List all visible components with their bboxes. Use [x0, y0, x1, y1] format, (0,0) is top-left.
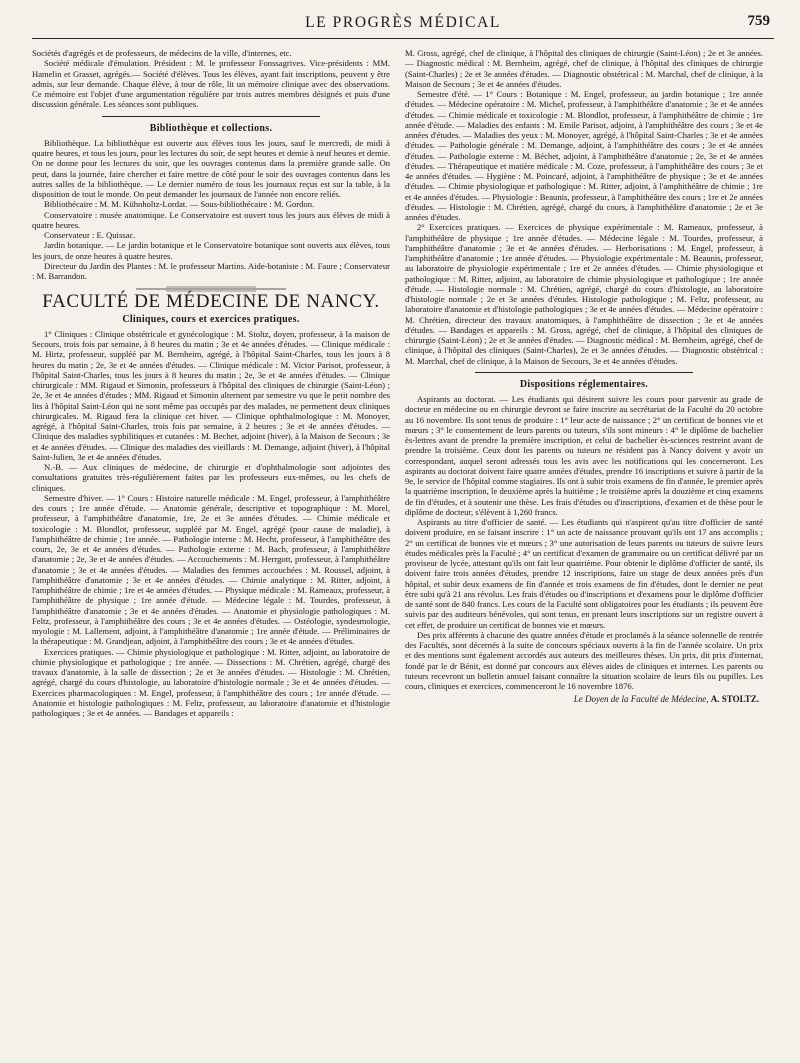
cliniques-paragraph-1: 1° Cliniques : Clinique obstétricale et gynécologique : M. Stoltz, doyen, professeur, à la maison de Secours, trois fois par semaine, à 8 heures du matin ; 3e et 4e années d'études. — Clinique médicale : M. Hirtz, professeur, suppléé par M. Bernheim, agrégé, à l'hôpital Saint-Charles, tous les jours à 8 heures du matin ; 2e, 3e et 4e années d'études. — Clinique médicale : M. Victor Parisot, professeur, à l'hôpital Saint-Charles, tous les jours à 8 heures du matin ; 2e, 3e et 4e années d'études. — Clinique chirurgicale : MM. Rigaud et Simonin, professeurs à l'hôpital des cliniques de chirurgie (Saint-Léon) ; 2e, 3e et 4e années d'études ; MM. Rigaud et Simonin alternent par semestre vu que le petit nombre des lits à l'hôpital Saint-Léon qui ne sont même pas occupés par des malades, ne permettent deux cliniques chirurgicales. M. Rigaud fera la clinique cet hiver. — Clinique ophthalmologique : M. Monoyer, agrégé, à l'hôpital Saint-Charles, trois fois par semaine, à 2 heures ; 3e et 4e années d'études. — Clinique des maladies syphilitiques et cutanées : M. Bechet, adjoint (hiver), à la Maison de Secours ; 3e et 4e années d'études. — Clinique des maladies des vieillards : M. Demange, adjoint (hiver), à l'hôpital Saint-Julien, 3e et 4e années d'études. — [32, 328, 390, 462]
right-column — [405, 48, 763, 705]
signature-title: Le Doyen de la Faculté de Médecine, — [573, 694, 709, 705]
biblio-paragraph-3: Conservatoire : musée anatomique. Le Conservatoire est ouvert tous les jours aux élèves de midi à quatre heures. — [32, 209, 390, 230]
signature-name: A. STOLTZ. — [710, 694, 759, 705]
cliniques-paragraph-2: N.-B. — Aux cliniques de médecine, de chirurgie et d'ophthalmologie sont adjointes des consultations gratuites très-régulièrement faites par les professeurs eux-mêmes, ou les chefs de cliniques. — [32, 462, 390, 493]
signature — [405, 694, 763, 704]
left-column — [32, 48, 390, 718]
biblio-paragraph-1: Bibliothèque. La bibliothèque est ouverte aux élèves tous les jours, sauf le mercredi, de midi à quatre heures, et tous les jours, pour les lectures du soir, de sept heures et demie à neuf heures et demie. On ne donne pour les lectures du soir, que les ouvrages contenus dans la première grande salle. On peut, dans la journée, faire chercher et faire mettre de côté pour le soir des ouvrages contenus dans les autres salles de la bibliothèque. — Le dernier numéro de tous les journaux reçus est sur la table, à la disposition de tout le monde. On peut demander les journaux de l'année non encore reliés. — [32, 137, 390, 199]
faculty-title: FACULTÉ DE MÉDECINE DE NANCY. — [42, 291, 380, 313]
dispositions-paragraph-3: Des prix afférents à chacune des quatre années d'étude et proclamés à la séance solennelle de rentrée des Facultés, sont décernés à la suite de concours spéciaux ouverts à la fin de l'année scolaire. Un prix et des mentions sont également accordés aux auteurs des meilleures thèses. Un prix, dit prix d'internat, fondé par le dr Bénit, est donné par concours aux élèves aides de cliniques et internes. Les parents ou tuteurs recevront un bulletin annuel faisant connaître la situation scolaire de leurs fils ou pupilles. Les cours, cliniques et exercices, commenceront le 16 novembre 1876. — [405, 629, 763, 691]
continued-paragraph-3: 2° Exercices pratiques. — Exercices de physique expérimentale : M. Rameaux, professeur, à l'amphithéâtre de physique ; 1re année d'études. — Médecine légale : M. Tourdes, professeur, à l'amphithéâtre d'anatomie ; 3e et 4e années d'études. — Herborisations : M. Engel, professeur, à l'amphithéâtre d'anatomie ; 1re année d'études. — Physiologie expérimentale : M. Beaunis, professeur, au laboratoire de physiologie expérimentale ; 1re et 2e années d'études. — Chimie physiologique et pathologique : M. Ritter, adjoint, au laboratoire de chimie physiologique et pathologique ; 1re année d'étude. — Histologie normale : M. Chrétien, agrégé, chargé du cours d'histologie, au laboratoire d'histologie normale ; 2e et 3e années d'études. Histologie pathologique ; M. Feltz, professeur, au laboratoire d'anatomie et d'histologie pathologiques ; 3e et 4e années d'études. — Médecine opératoire : M. Chrétien, directeur des travaux anatomiques, à l'amphithéâtre de dissection ; 3e et 4e années d'études. — Bandages et appareils : M. Gross, agrégé, chef de clinique, à l'hôpital des cliniques de chirurgie (Saint-Léon) ; 2e et 3e années d'études. — Diagnostic médical : M. Bernheim, agrégé, chef de clinique, à l'hôpital des cliniques (Saint-Charles), 2e et 3e années d'études. — Diagnostic obstétrical : M. Marchal, chef de clinique, à la Maison de Secours, 3e et 4e années d'études. — [405, 222, 763, 366]
biblio-paragraph-2: Bibliothécaire : M. M. Kühnholtz-Lordat. — Sous-bibliothécaire : M. Gordon. — [44, 199, 315, 210]
journal-title: LE PROGRÈS MÉDICAL — [305, 14, 501, 31]
section-title-cliniques: Cliniques, cours et exercices pratiques. — [122, 313, 300, 325]
section-title-dispositions: Dispositions réglementaires. — [519, 378, 649, 390]
continued-paragraph-1: M. Gross, agrégé, chef de clinique, à l'hôpital des cliniques de chirurgie (Saint-Léon) ; 2e et 3e années. — Diagnostic médical : M. Bernheim, agrégé, chef de clinique, à l'hôpital des cliniques de chirurgie (Saint-Charles) ; 2e et 3e années d'études. — Diagnostic obstétrical : M. Marchal, chef de clinique, à la Maison de Secours ; 3e et 4e années d'études. — [405, 48, 763, 89]
cliniques-paragraph-4: Exercices pratiques. — Chimie physiologique et pathologique : M. Ritter, adjoint, au laboratoire de chimie physiologique et pathologique ; 1re année. — Dissections : M. Chrétien, agrégé, chargé des travaux d'anatomie, à la salle de dissection ; 2e et 3e années d'études. — Histologie : M. Chrétien, agrégé, chargé du cours d'histologie, au laboratoire d'histologie normale ; 3e et 4e années d'études. — Exercices pharmacologiques : M. Engel, professeur, à l'amphithéâtre des cours ; 1re année d'étude. — Anatomie et histologie pathologiques : M. Feltz, professeur, au laboratoire d'anatomie et d'histologie pathologiques ; 3e et 4e années. — Bandages et appareils : — [32, 646, 390, 718]
page-number: 759 — [747, 13, 770, 29]
cliniques-paragraph-3: Semestre d'hiver. — 1° Cours : Histoire naturelle médicale : M. Engel, professeur, à l'amphithéâtre des cours ; 1re année d'étude. — Anatomie générale, descriptive et topographique : M. Morel, professeur, à l'amphithéâtre d'anatomie, 1re, 2e et 3e années d'études. — Chimie médicale et toxicologie : M. Blondlot, professeur, suppléé par M. Engel, agrégé (pour cause de maladie), à l'amphithéâtre de chimie ; 1re année. — Pathologie interne : M. Hecht, professeur, à l'amphithéâtre des cours, 2e, 3e et 4e années d'études. — Pathologie externe : M. Bach, professeur, à l'amphithéâtre d'anatomie ; 2e, 3e et 4e années d'études. — Accouchements : M. Herrgott, professeur, à l'amphithéâtre d'anatomie ; 3e et 4e années d'études. — Maladies des femmes accouchées : M. Roussel, adjoint, à l'amphithéâtre d'anatomie ; 3e et 4e années d'études. — Chimie analytique : M. Ritter, adjoint, à l'amphithéâtre de chimie ; 1re et 4e années d'études. — Physique médicale : M. Rameaux, professeur, à l'amphithéâtre de physique ; 1re année d'étude. — Médecine légale : M. Tourdes, professeur, à l'amphithéâtre d'anatomie ; 3e et 4e années d'études. — Anatomie et physiologie pathologiques : M. Feltz, professeur, à l'amphithéâtre des cours ; 3e et 4e années d'études. — Ostéologie, syndesmologie, myologie : M. Lallement, adjoint, à l'amphithéâtre d'anatomie ; 1re année d'étude. — Préliminaires de la thérapeutique : M. Grandjean, adjoint, à l'amphithéâtre des cours ; 3e et 4e années d'études. — [32, 492, 390, 647]
section-divider — [475, 372, 693, 373]
dispositions-paragraph-1: Aspirants au doctorat. — Les étudiants qui désirent suivre les cours pour parvenir au grade de docteur en médecine ou en chirurgie devront se faire inscrire au secrétariat de la Faculté du 20 octobre au 16 novembre. Ils sont tenus de produire : 1° leur acte de naissance ; 2° un certificat de bonnes vie et mœurs ; 3° le consentement de leurs parents ou tuteurs, s'ils sont mineurs : 4° le diplôme de bachelier ès-lettres avant de prendre la première inscription, et celui de bachelier ès-sciences restreint avant de prendre la troisième. Ceux dont les parents ou tuteurs ne résident pas à Nancy doivent y avoir un correspondant, auquel seront adressés tous les avis avec les notifications qui les concerneront. Les aspirants au doctorat doivent faire quatre années d'études, prendre 16 inscriptions et suivre à partir de la 9e, le service de l'hôpital comme stagiaires. Ils ont à subir trois examens de fin d'année, le premier après la quatrième inscription, le deuxième après la huitième ; le troisième après la douzième et cinq examens de fin d'études, et à soutenir une thèse. Les frais d'études ou d'inscriptions, d'examen et de thèse pour le diplôme de docteur, s'élèvent à 1,260 francs. — [405, 394, 763, 517]
biblio-paragraph-5: Jardin botanique. — Le jardin botanique et le Conservatoire botanique sont ouverts aux élèves, tous les jours, de onze heures à quatre heures. — [32, 240, 390, 261]
continued-paragraph-2: Semestre d'été. — 1° Cours : Botanique : M. Engel, professeur, au jardin botanique ; 1re année d'études. — Médecine opératoire : M. Michel, professeur, à l'amphithéâtre d'anatomie ; 3e et 4e années d'études. — Chimie médicale et toxicologie : M. Blondlot, professeur, à l'amphithéâtre de chimie ; 1re année d'étude. — Maladies des enfants : M. Emile Parisot, adjoint, à l'amphithéâtre des cours ; 3e et 4e années d'études. — Maladies des yeux : M. Monoyer, agrégé, à l'hôpital Saint-Charles ; 3e et 4e années d'études. — Pathologie générale : M. Demange, adjoint, à l'amphithéâtre des cours ; 3e et 4e années d'études. — Pathologie externe : M. Béchet, adjoint, à l'amphithéâtre d'anatomie ; 2e, 3e et 4e années d'études. — Thérapeutique et matière médicale : M. Coze, professeur, à l'amphithéâtre des cours ; 3e et 4e années d'études. — Hygiène : M. Poincaré, adjoint, à l'amphithéâtre de physique ; 3e et 4e années d'études. — Chimie physiologique et pathologique : M. Ritter, adjoint, à l'amphithéâtre de chimie ; 1re et 4e années d'études. — Physiologie : Beaunis, professeur, à l'amphithéâtre des cours ; 1re et 2e années d'études. — Histologie : M. Chrétien, agrégé, chargé du cours, à l'amphithéâtre d'anatomie ; 2e et 3e années d'études. — [405, 89, 763, 222]
intro-paragraph-1: Sociétés d'agrégés et de professeurs, de médecins de la ville, d'internes, etc. — [32, 48, 292, 58]
page-header — [32, 8, 774, 39]
biblio-paragraph-4: Conservateur : E. Quissac. — [44, 230, 136, 240]
section-title-bibliotheque: Bibliothèque et collections. — [149, 122, 273, 134]
biblio-paragraph-6: Directeur du Jardin des Plantes : M. le professeur Martins. Aide-botaniste : M. Faure ; Conservateur : M. Barrandon. — [32, 260, 390, 281]
section-divider — [102, 116, 320, 117]
dispositions-paragraph-2: Aspirants au titre d'officier de santé. — Les étudiants qui n'aspirent qu'au titre d'officier de santé doivent produire, en se faisant inscrire : 1° un acte de naissance prouvant qu'ils ont 17 ans accomplis ; 2° un certificat de bonnes vie et mœurs ; 3° une autorisation de leurs parents ou tuteurs de suivre leurs études médicales près la Faculté ; 4° un certificat d'examen de grammaire ou un certificat délivré par un proviseur de lycée, attestant qu'ils ont fait leur quatrième. Pour obtenir le diplôme d'officier de santé, ils doivent faire trois années d'études, prendre 12 inscriptions, faire un stage de deux années près d'un hôpital, et subir deux examens de fin d'année et trois examens de fin d'études, dont le dernier ne peut être subi qu'à 21 ans révolus. Les frais d'études ou d'inscriptions et d'examens pour le diplôme d'officier de santé sont de 840 francs. Les cours de la Faculté sont obligatoires pour les étudiants ; ils peuvent être suivis par des auditeurs bénévoles, qui sont tenus, en prenant leurs inscriptions sur un registre ouvert à cet effet, de produire un certificat de bonnes vie et mœurs. — [405, 517, 763, 630]
intro-paragraph-2: Société médicale d'émulation. Président : M. le professeur Fonssagrives. Vice-présidents : MM. Hamelin et Grasset, agrégés.— Société d'élèves. Tous les élèves, ayant fait inscriptions, peuvent y être admis, sur leur demande. Chaque élève, à tour de rôle, lit un mémoire clinique avec des observations. Ce mémoire est l'objet d'une argumentation régulière par trois autres membres désignés et puis d'une discussion générale. Les séances sont publiques. — [32, 58, 390, 110]
